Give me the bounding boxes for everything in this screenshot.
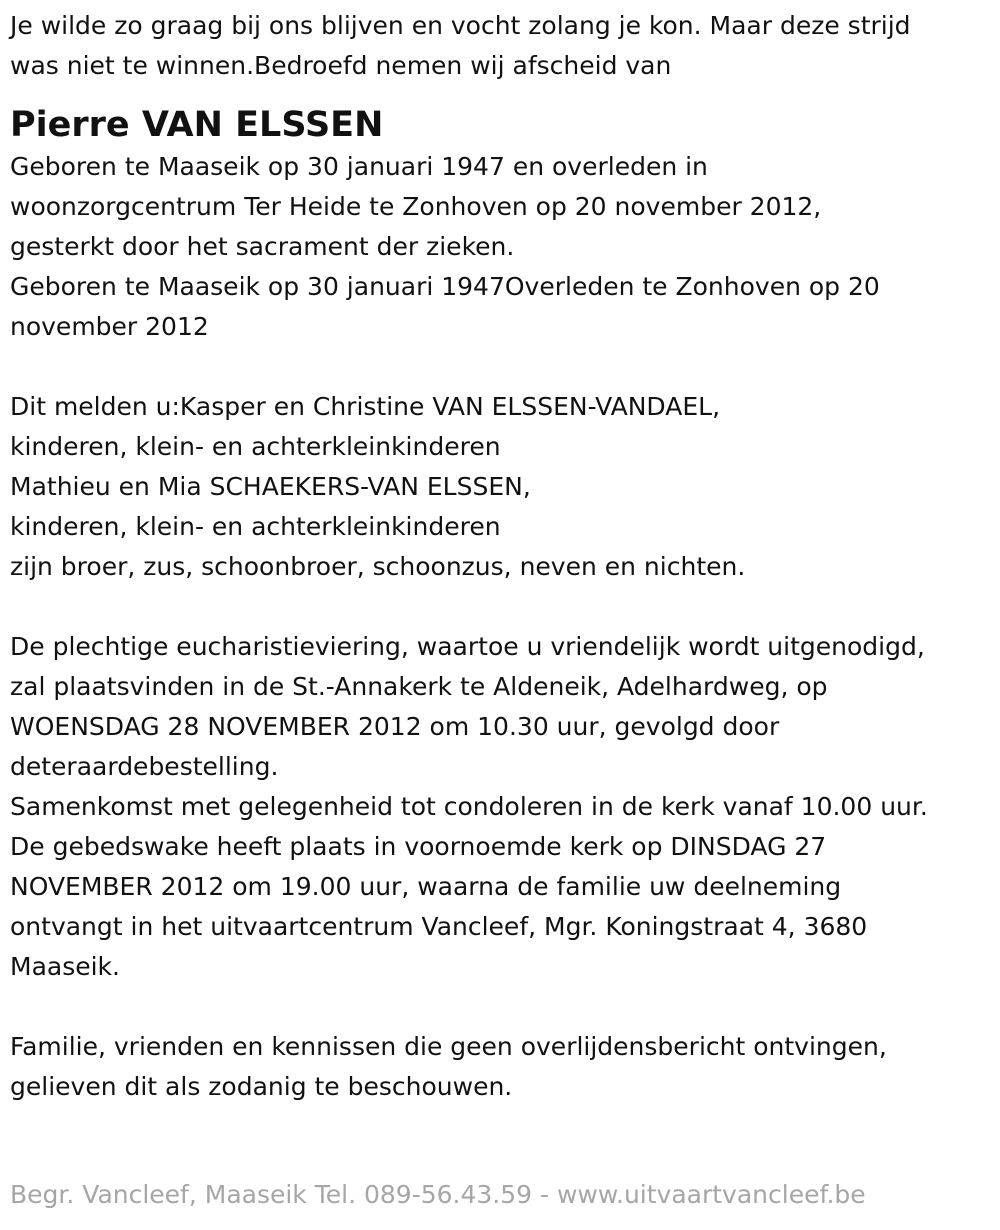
ceremony-line: deteraardebestelling. xyxy=(10,752,279,781)
birth-death-line: Geboren te Maaseik op 30 januari 1947Overleden te Zonhoven op 20 xyxy=(10,272,880,301)
ceremony-line: NOVEMBER 2012 om 19.00 uur, waarna de familie uw deelneming xyxy=(10,872,842,901)
ceremony-line: zal plaatsvinden in de St.-Annakerk te Aldeneik, Adelhardweg, op xyxy=(10,672,828,701)
birth-death-text xyxy=(10,147,990,347)
family-line: kinderen, klein- en achterkleinkinderen xyxy=(10,512,501,541)
deceased-name: Pierre VAN ELSSEN xyxy=(10,105,384,145)
intro-line: was niet te winnen.Bedroefd nemen wij afscheid van xyxy=(10,51,672,80)
intro-text xyxy=(10,6,990,86)
family-text xyxy=(10,387,990,587)
family-line: Mathieu en Mia SCHAEKERS-VAN ELSSEN, xyxy=(10,472,531,501)
birth-death-line: november 2012 xyxy=(10,312,209,341)
intro-line: Je wilde zo graag bij ons blijven en vocht zolang je kon. Maar deze strijd xyxy=(10,11,911,40)
birth-death-line: gesterkt door het sacrament der zieken. xyxy=(10,232,515,261)
birth-death-line: Geboren te Maaseik op 30 januari 1947 en overleden in xyxy=(10,152,708,181)
closing-line: Familie, vrienden en kennissen die geen overlijdensbericht ontvingen, xyxy=(10,1032,887,1061)
paragraph-gap xyxy=(10,587,990,627)
paragraph-gap xyxy=(10,347,990,387)
footer-contact: Begr. Vancleef, Maaseik Tel. 089-56.43.59 - www.uitvaartvancleef.be xyxy=(10,1180,866,1209)
ceremony-line: WOENSDAG 28 NOVEMBER 2012 om 10.30 uur, gevolgd door xyxy=(10,712,780,741)
ceremony-line: De plechtige eucharistieviering, waartoe u vriendelijk wordt uitgenodigd, xyxy=(10,632,925,661)
ceremony-text xyxy=(10,627,990,987)
closing-line: gelieven dit als zodanig te beschouwen. xyxy=(10,1072,513,1101)
family-line: zijn broer, zus, schoonbroer, schoonzus, neven en nichten. xyxy=(10,552,746,581)
ceremony-line: De gebedswake heeft plaats in voornoemde kerk op DINSDAG 27 xyxy=(10,832,827,861)
family-line: Dit melden u:Kasper en Christine VAN ELSSEN-VANDAEL, xyxy=(10,392,721,421)
ceremony-line: Maaseik. xyxy=(10,952,120,981)
birth-death-line: woonzorgcentrum Ter Heide te Zonhoven op 20 november 2012, xyxy=(10,192,822,221)
paragraph-gap xyxy=(10,987,990,1027)
closing-text xyxy=(10,1027,990,1107)
ceremony-line: Samenkomst met gelegenheid tot condoleren in de kerk vanaf 10.00 uur. xyxy=(10,792,928,821)
ceremony-line: ontvangt in het uitvaartcentrum Vancleef, Mgr. Koningstraat 4, 3680 xyxy=(10,912,868,941)
family-line: kinderen, klein- en achterkleinkinderen xyxy=(10,432,501,461)
